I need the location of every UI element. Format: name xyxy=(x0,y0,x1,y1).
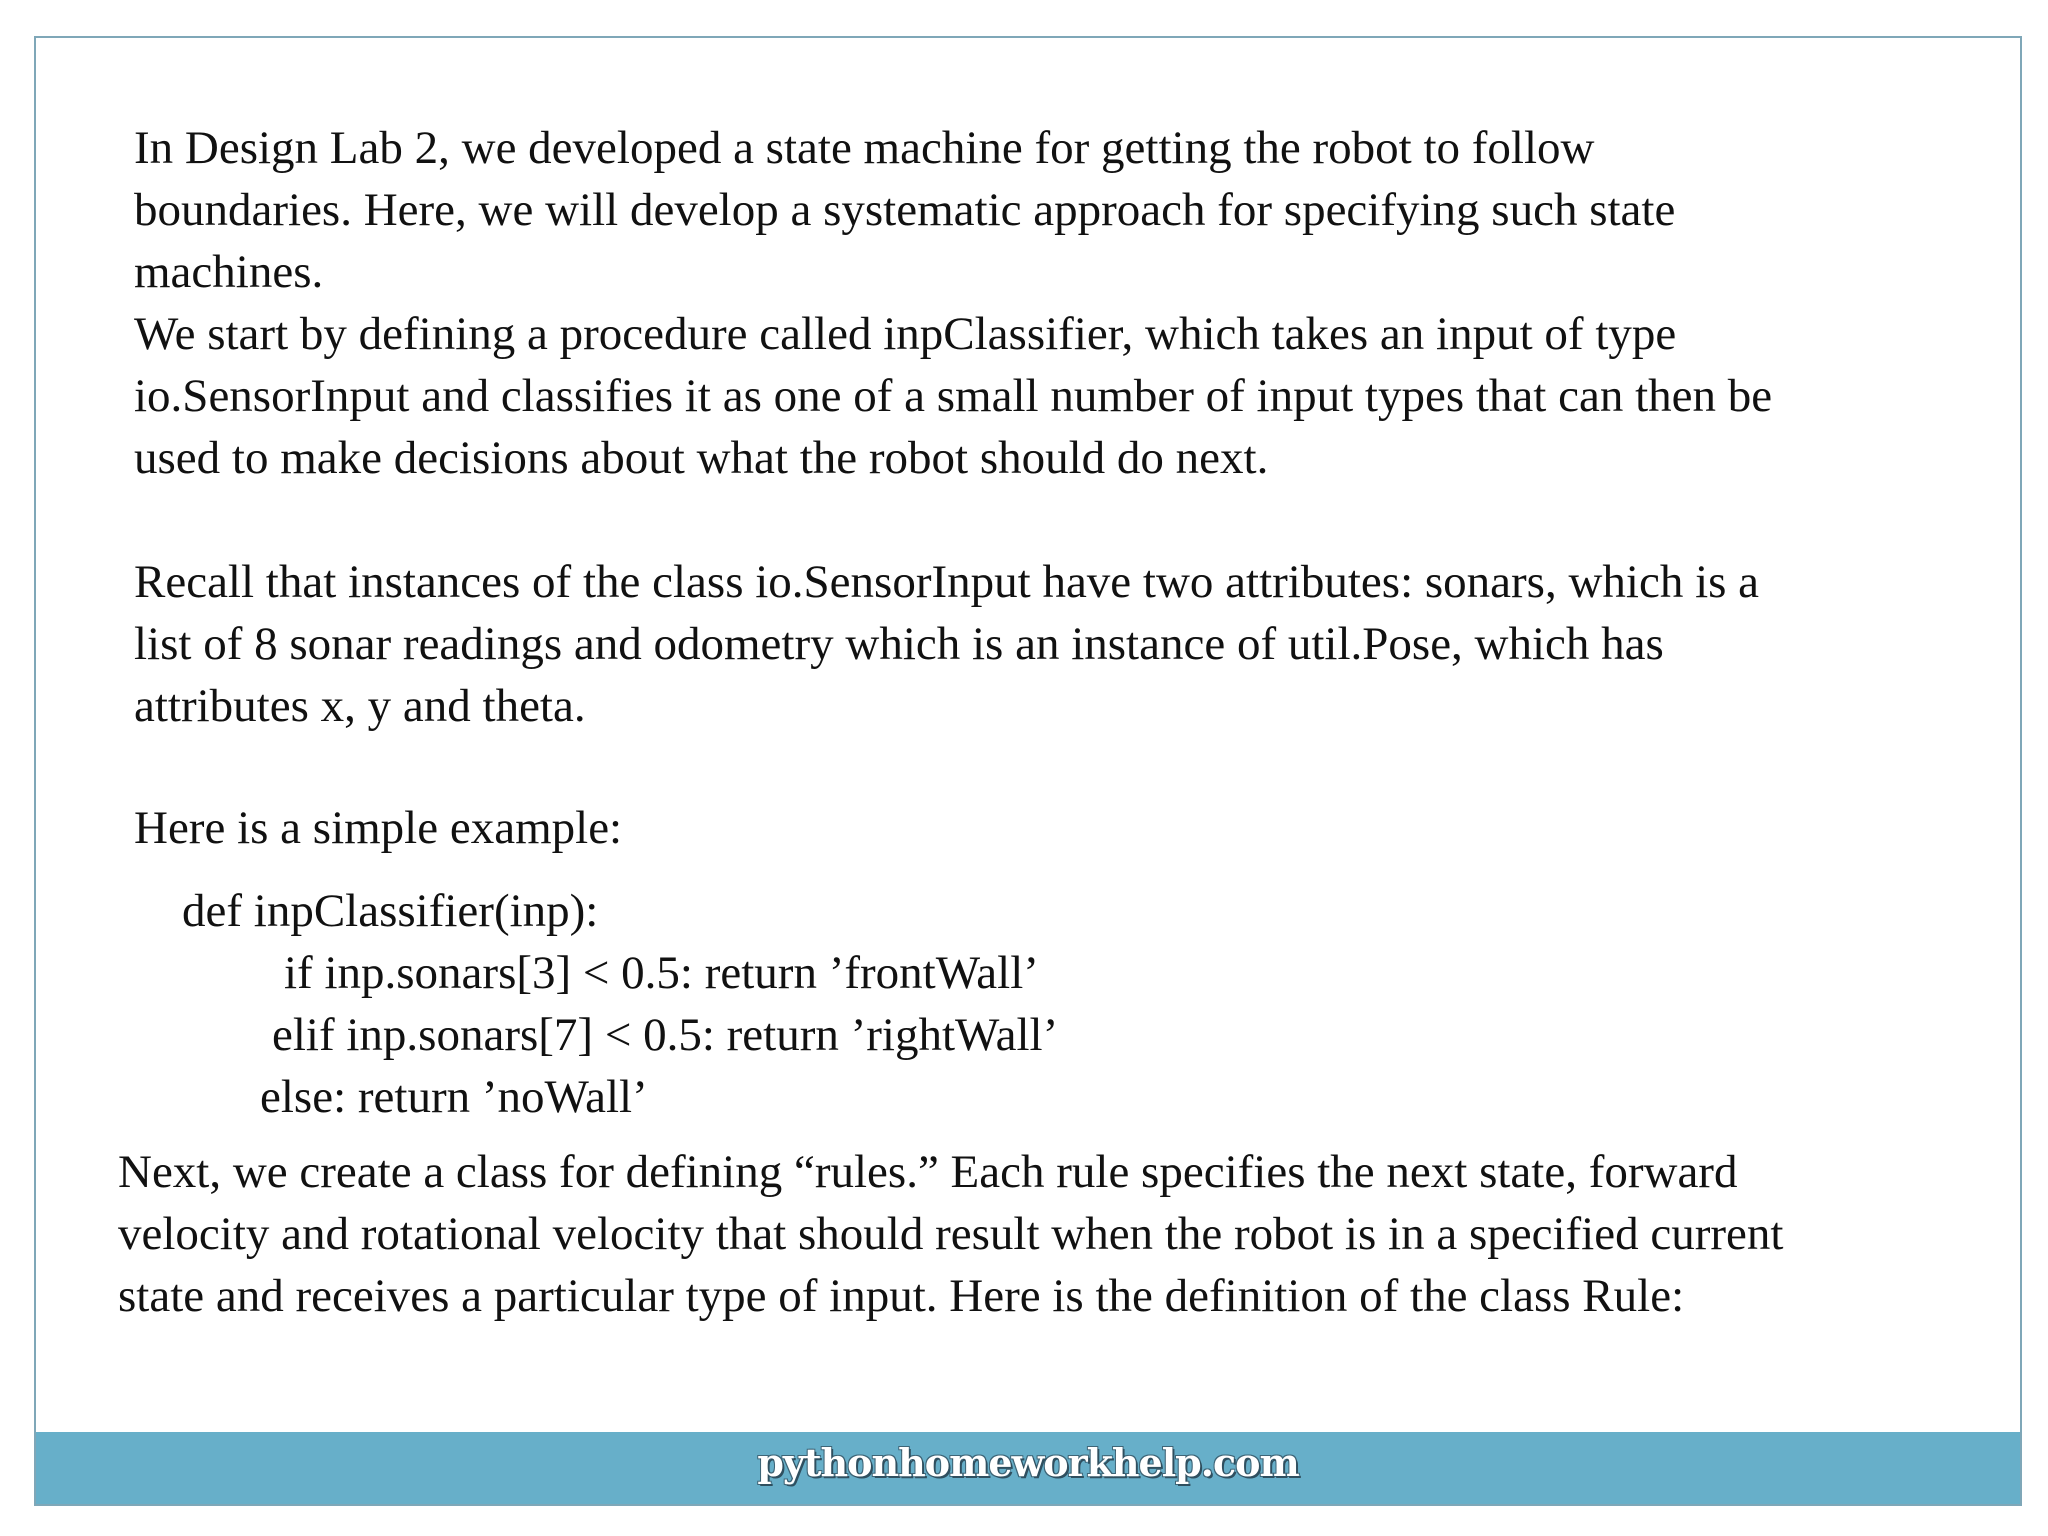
code-line: if inp.sonars[3] < 0.5: return ’frontWall’ xyxy=(284,947,1039,999)
intro-line: io.SensorInput and classifies it as one of a small number of input types that can then be xyxy=(134,370,1773,422)
recall-line: Recall that instances of the class io.SensorInput have two attributes: sonars, which is a xyxy=(134,556,1760,608)
slide xyxy=(34,36,2022,1506)
next-line: Next, we create a class for defining “rules.” Each rule specifies the next state, forward xyxy=(118,1146,1738,1198)
footer-watermark: pythonhomeworkhelp.com xyxy=(757,1440,1299,1485)
intro-line: used to make decisions about what the robot should do next. xyxy=(134,432,1269,484)
intro-line: boundaries. Here, we will develop a systematic approach for specifying such state xyxy=(134,184,1676,236)
example-intro-line: Here is a simple example: xyxy=(134,802,623,854)
next-line: state and receives a particular type of input. Here is the definition of the class Rule: xyxy=(118,1270,1685,1322)
intro-line: machines. xyxy=(134,246,324,298)
next-line: velocity and rotational velocity that should result when the robot is in a specified current xyxy=(118,1208,1784,1260)
footer-bar xyxy=(36,1432,2020,1504)
recall-paragraph xyxy=(134,551,1759,737)
recall-line: attributes x, y and theta. xyxy=(134,680,586,732)
next-paragraph xyxy=(118,1141,1783,1327)
intro-line: We start by defining a procedure called inpClassifier, which takes an input of type xyxy=(134,308,1677,360)
recall-line: list of 8 sonar readings and odometry which is an instance of util.Pose, which has xyxy=(134,618,1664,670)
intro-line: In Design Lab 2, we developed a state machine for getting the robot to follow xyxy=(134,122,1595,174)
example-intro xyxy=(134,797,622,859)
code-line: elif inp.sonars[7] < 0.5: return ’rightWall’ xyxy=(272,1009,1059,1061)
code-line: def inpClassifier(inp): xyxy=(182,885,599,937)
slide-content xyxy=(36,38,2020,1438)
code-line: else: return ’noWall’ xyxy=(260,1071,648,1123)
intro-paragraph xyxy=(134,117,1772,489)
